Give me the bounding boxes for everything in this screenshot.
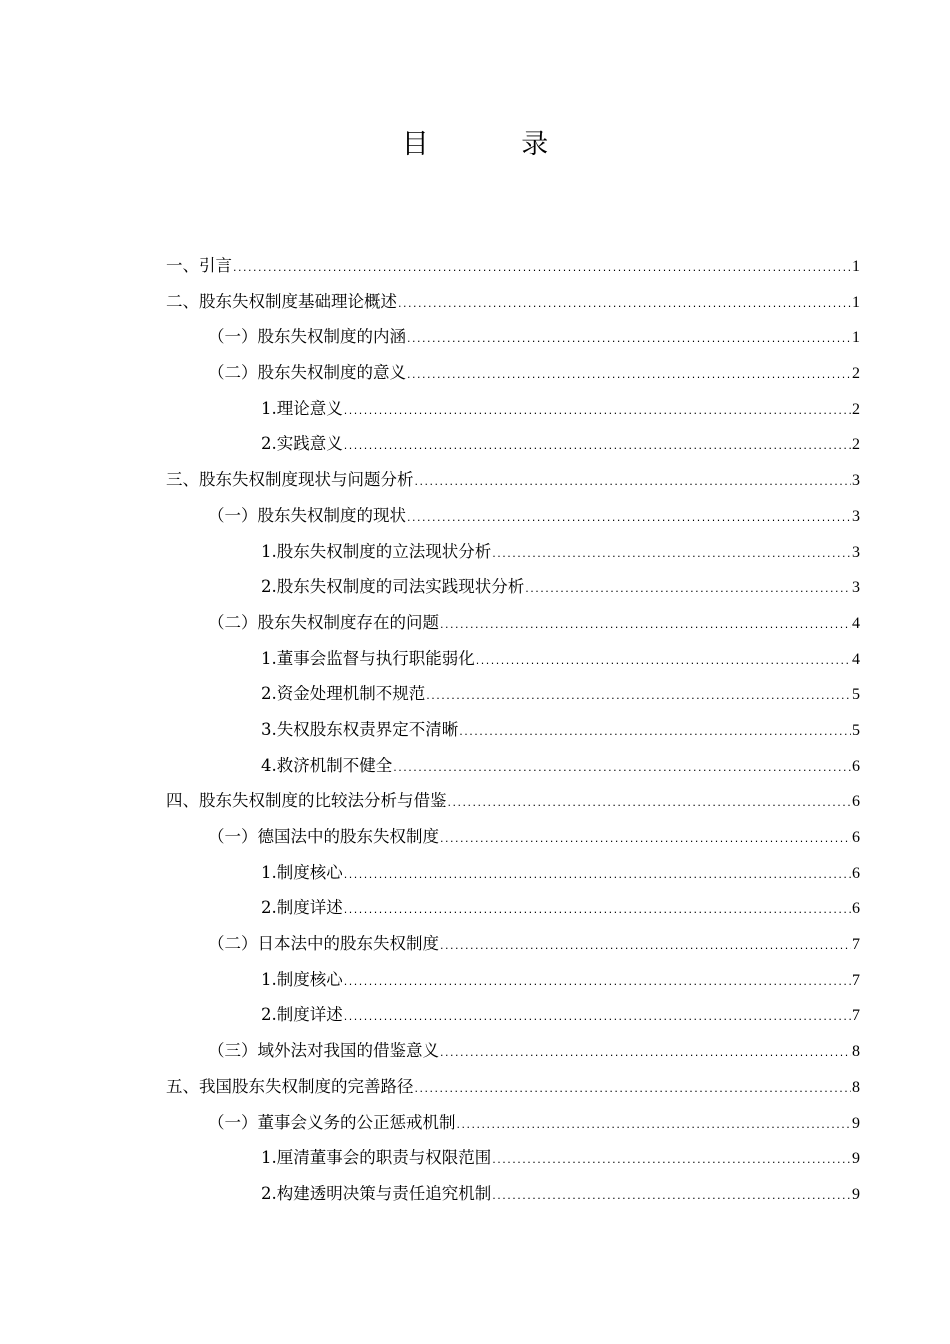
dot-leader [459, 725, 851, 738]
dot-leader [344, 868, 851, 881]
toc-entry-page-number: 8 [852, 1043, 860, 1061]
dot-leader [457, 1118, 852, 1131]
toc-entry-page-number: 7 [852, 936, 860, 954]
toc-entry[interactable] [166, 573, 860, 609]
toc-entry[interactable] [166, 1109, 860, 1145]
toc-entry-label: （一）德国法中的股东失权制度 [208, 827, 439, 846]
toc-entry-page-number: 6 [852, 829, 860, 846]
toc-entry-page-number: 4 [852, 614, 860, 632]
toc-entry-page-number: 8 [852, 1078, 860, 1096]
dot-leader [492, 1153, 851, 1166]
toc-entry-label: 1.理论意义 [261, 398, 343, 418]
toc-entry-label: （二）股东失权制度的意义 [208, 363, 406, 383]
toc-entry-page-number: 1 [852, 329, 860, 347]
page-title: 目 录 [401, 129, 591, 160]
toc-entry-page-number: 1 [852, 258, 860, 275]
toc-entry-page-number: 5 [852, 686, 860, 704]
toc-entry-page-number: 3 [852, 507, 860, 525]
toc-entry-page-number: 9 [852, 1114, 860, 1132]
dot-leader [344, 903, 851, 916]
toc-entry-page-number: 6 [852, 900, 860, 918]
dot-leader [344, 975, 851, 988]
toc-entry[interactable] [166, 859, 860, 895]
toc-entry-label: 一、引言 [166, 256, 232, 275]
toc-entry-label: 四、股东失权制度的比较法分析与借鉴 [166, 791, 447, 811]
toc-entry[interactable] [166, 395, 860, 431]
toc-entry[interactable] [166, 1180, 860, 1216]
dot-leader [393, 761, 851, 774]
toc-entry[interactable] [166, 1073, 860, 1109]
dot-leader [233, 261, 851, 274]
toc-entry[interactable] [166, 323, 860, 359]
dot-leader [344, 1010, 851, 1023]
toc-entry-label: （二）日本法中的股东失权制度 [208, 934, 439, 954]
toc-entry-page-number: 2 [852, 365, 860, 383]
table-of-contents [166, 252, 860, 1216]
dot-leader [448, 796, 852, 809]
toc-entry-page-number: 9 [852, 1185, 860, 1203]
dot-leader [407, 511, 851, 524]
dot-leader [344, 439, 851, 452]
dot-leader [476, 654, 851, 667]
toc-entry-page-number: 3 [852, 543, 860, 561]
toc-entry[interactable] [166, 716, 860, 752]
toc-entry[interactable] [166, 502, 860, 538]
toc-entry-label: 1.董事会监督与执行职能弱化 [261, 648, 475, 668]
toc-entry-page-number: 2 [852, 400, 860, 418]
toc-entry-page-number: 9 [852, 1150, 860, 1168]
toc-entry-label: 2.构建透明决策与责任追究机制 [261, 1183, 492, 1203]
toc-entry-page-number: 3 [852, 472, 860, 490]
toc-entry-label: 3.失权股东权责界定不清晰 [261, 719, 459, 739]
toc-entry-page-number: 6 [852, 864, 860, 882]
toc-entry-page-number: 4 [852, 650, 860, 668]
toc-entry[interactable] [166, 609, 860, 645]
dot-leader [398, 297, 851, 310]
dot-leader [440, 832, 851, 845]
toc-entry-label: （三）域外法对我国的借鉴意义 [208, 1041, 439, 1061]
dot-leader [407, 332, 851, 345]
toc-entry[interactable] [166, 252, 860, 288]
toc-entry[interactable] [166, 680, 860, 716]
dot-leader [440, 618, 851, 631]
dot-leader [492, 547, 851, 560]
dot-leader [415, 1082, 852, 1095]
toc-entry[interactable] [166, 466, 860, 502]
toc-entry-label: （一）董事会义务的公正惩戒机制 [208, 1112, 456, 1132]
toc-entry[interactable] [166, 538, 860, 574]
toc-entry[interactable] [166, 823, 860, 859]
toc-entry-page-number: 1 [852, 293, 860, 311]
dot-leader [440, 939, 851, 952]
dot-leader [492, 1189, 851, 1202]
toc-entry-page-number: 5 [852, 721, 860, 739]
dot-leader [440, 1046, 851, 1059]
toc-entry-label: 1.厘清董事会的职责与权限范围 [261, 1148, 492, 1168]
toc-entry-label: 1.股东失权制度的立法现状分析 [261, 541, 492, 561]
toc-entry-page-number: 6 [852, 793, 860, 811]
toc-entry-page-number: 2 [852, 436, 860, 454]
toc-entry[interactable] [166, 359, 860, 395]
toc-entry[interactable] [166, 288, 860, 324]
toc-entry[interactable] [166, 430, 860, 466]
dot-leader [426, 689, 851, 702]
toc-entry-label: 五、我国股东失权制度的完善路径 [166, 1076, 414, 1096]
toc-entry-label: （二）股东失权制度存在的问题 [208, 612, 439, 632]
toc-entry-label: 1.制度核心 [261, 862, 343, 882]
toc-entry-label: （一）股东失权制度的现状 [208, 505, 406, 525]
toc-entry[interactable] [166, 1037, 860, 1073]
toc-entry[interactable] [166, 894, 860, 930]
toc-entry-label: 2.制度详述 [261, 1005, 343, 1025]
toc-entry[interactable] [166, 930, 860, 966]
toc-entry-label: 1.制度核心 [261, 969, 343, 989]
toc-entry[interactable] [166, 752, 860, 788]
dot-leader [415, 475, 852, 488]
toc-entry-label: 2.实践意义 [261, 434, 343, 454]
toc-entry-page-number: 3 [852, 579, 860, 597]
dot-leader [407, 368, 851, 381]
toc-entry[interactable] [166, 1144, 860, 1180]
toc-entry[interactable] [166, 787, 860, 823]
toc-entry[interactable] [166, 1001, 860, 1037]
toc-entry-label: 4.救济机制不健全 [261, 755, 393, 775]
toc-entry-label: 2.资金处理机制不规范 [261, 684, 426, 704]
toc-entry-label: 2.制度详述 [261, 898, 343, 918]
toc-entry[interactable] [166, 645, 860, 681]
toc-entry-page-number: 6 [852, 757, 860, 775]
toc-entry-label: 2.股东失权制度的司法实践现状分析 [261, 577, 525, 597]
toc-entry-page-number: 7 [852, 971, 860, 989]
dot-leader [525, 582, 851, 595]
toc-entry-label: （一）股东失权制度的内涵 [208, 327, 406, 347]
dot-leader [344, 404, 851, 417]
toc-entry[interactable] [166, 966, 860, 1002]
toc-entry-page-number: 7 [852, 1007, 860, 1025]
toc-entry-label: 二、股东失权制度基础理论概述 [166, 291, 397, 311]
toc-entry-label: 三、股东失权制度现状与问题分析 [166, 470, 414, 490]
